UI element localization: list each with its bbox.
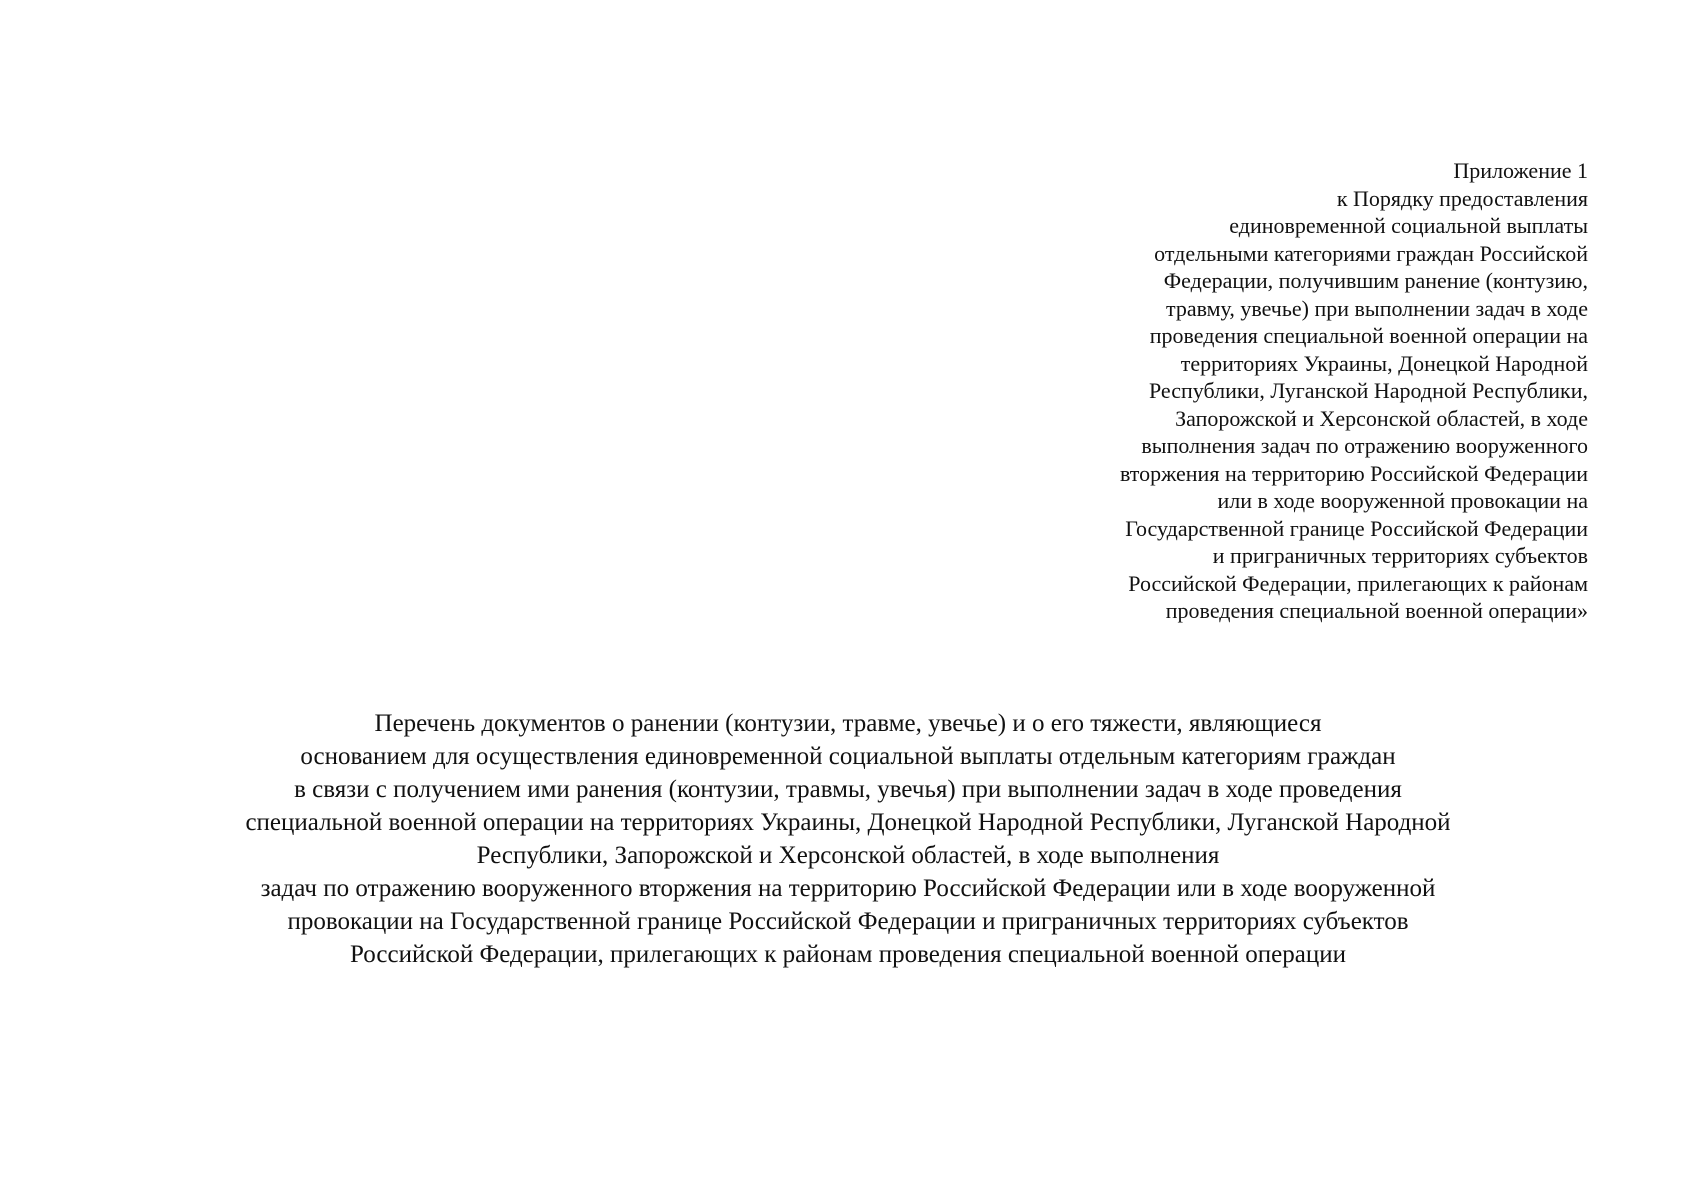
annex-line: единовременной социальной выплаты: [1229, 213, 1588, 238]
annex-line: проведения специальной военной операции»: [1165, 598, 1588, 623]
annex-line: проведения специальной военной операции на: [1149, 323, 1588, 348]
annex-line: выполнения задач по отражению вооруженного: [1141, 433, 1588, 458]
annex-line: Государственной границе Российской Федерации: [1125, 515, 1588, 541]
annex-line: Запорожской и Херсонской областей, в ходе: [1175, 405, 1588, 431]
annex-line: к Порядку предоставления: [1336, 185, 1588, 211]
annex-line: Приложение 1: [1453, 158, 1588, 183]
annex-line: Федерации, получившим ранение (контузию,: [1163, 268, 1588, 293]
title-line: Перечень документов о ранении (контузии, травме, увечье) и о его тяжести, являющиеся: [374, 710, 1322, 737]
title-line: Российской Федерации, прилегающих к районам проведения специальной военной операции: [350, 941, 1346, 968]
annex-line: Республики, Луганской Народной Республики,: [1148, 378, 1588, 403]
annex-header: [1028, 157, 1588, 625]
document-title: [0, 707, 1696, 971]
annex-line: отдельными категориями граждан Российской: [1154, 240, 1588, 266]
annex-line: и приграничных территориях субъектов: [1212, 543, 1588, 568]
annex-line: или в ходе вооруженной провокации на: [1217, 488, 1588, 513]
title-line: провокации на Государственной границе Российской Федерации и приграничных территориях субъектов: [287, 908, 1409, 935]
title-line: в связи с получением ими ранения (контузии, травмы, увечья) при выполнении задач в ходе проведения: [294, 776, 1402, 803]
annex-line: травму, увечье) при выполнении задач в ходе: [1165, 295, 1588, 321]
title-line: специальной военной операции на территориях Украины, Донецкой Народной Республики, Луганской Народной: [245, 809, 1451, 836]
annex-line: территориях Украины, Донецкой Народной: [1180, 350, 1588, 376]
title-line: основанием для осуществления единовременной социальной выплаты отдельным категориям граждан: [300, 743, 1396, 770]
annex-line: вторжения на территорию Российской Федерации: [1119, 460, 1588, 486]
title-line: задач по отражению вооруженного вторжения на территорию Российской Федерации или в ходе вооруженной: [260, 875, 1436, 902]
annex-line: Российской Федерации, прилегающих к районам: [1128, 570, 1588, 596]
title-line: Республики, Запорожской и Херсонской областей, в ходе выполнения: [476, 842, 1220, 869]
